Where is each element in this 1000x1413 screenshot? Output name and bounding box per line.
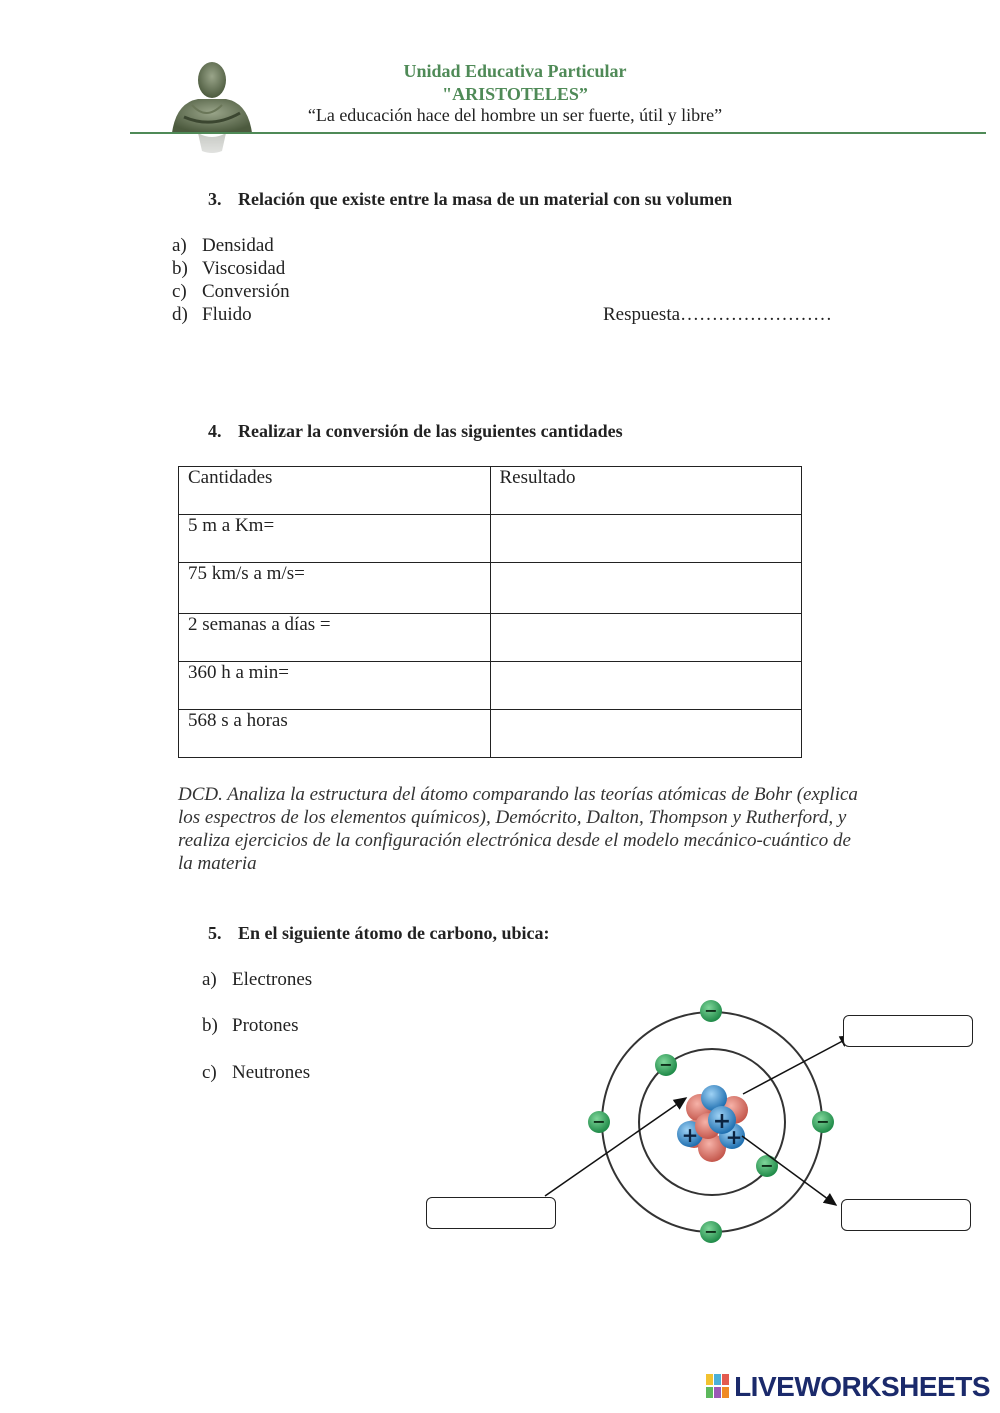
header-divider: [130, 132, 986, 134]
liveworksheets-logo-icon: [706, 1373, 730, 1405]
question-4-text: Realizar la conversión de las siguientes cantidades: [238, 421, 623, 441]
table-row: [179, 563, 802, 614]
table-row: [179, 662, 802, 710]
header-resultado: Resultado: [490, 467, 802, 515]
electron-sign: −: [659, 1055, 673, 1074]
label-box-top-right[interactable]: [843, 1015, 973, 1047]
quantity-cell: 75 km/s a m/s=: [179, 563, 491, 614]
question-5-option-b: b) Protones: [202, 1015, 299, 1036]
label-box-bottom-right[interactable]: [841, 1199, 971, 1231]
question-3-number: 3.: [208, 189, 222, 209]
liveworksheets-brand: [706, 1371, 990, 1405]
question-4-number: 4.: [208, 421, 222, 441]
proton-sign: +: [725, 1125, 743, 1149]
quantity-cell: 360 h a min=: [179, 662, 491, 710]
option-b[interactable]: b) Viscosidad: [172, 258, 286, 279]
quantity-cell: 568 s a horas: [179, 710, 491, 758]
electron-sign: −: [760, 1156, 774, 1175]
school-name: [300, 60, 730, 106]
school-motto: “La educación hace del hombre un ser fuerte, útil y libre”: [307, 105, 723, 125]
proton-sign: +: [681, 1123, 699, 1147]
nucleus: [677, 1085, 748, 1162]
quantity-cell: 2 semanas a días =: [179, 614, 491, 662]
answer-field-q3[interactable]: Respuesta……………………: [603, 304, 833, 325]
question-3-text: Relación que existe entre la masa de un material con su volumen: [238, 189, 733, 209]
table-row: [179, 614, 802, 662]
quantity-cell: 5 m a Km=: [179, 515, 491, 563]
result-input[interactable]: [490, 515, 802, 563]
electron-sign: −: [592, 1112, 606, 1131]
school-name-line1: Unidad Educativa Particular: [403, 61, 627, 81]
dcd-paragraph: DCD. Analiza la estructura del átomo comparando las teorías atómicas de Bohr (explica los espectros de los elementos químicos), Demócrito, Dalton, Thompson y Rutherford, y realiza ejercicios de la configuración electrónica desde el modelo mecánico-cuántico de la materia: [178, 784, 858, 874]
question-5-option-c: c) Neutrones: [202, 1062, 311, 1083]
question-5-option-a: a) Electrones: [202, 969, 313, 990]
table-header-row: [179, 467, 802, 515]
brand-text: LIVEWORKSHEETS: [734, 1371, 990, 1403]
result-input[interactable]: [490, 662, 802, 710]
proton-sign: +: [712, 1109, 732, 1134]
electron-sign: −: [704, 1001, 718, 1020]
electron-sign: −: [816, 1112, 830, 1131]
question-5-title: [208, 923, 550, 944]
question-4-title: [208, 421, 623, 442]
header-cantidades: Cantidades: [179, 467, 491, 515]
arrow-to-bottom-right-box: [742, 1136, 836, 1205]
arrow-to-top-right-box: [743, 1036, 852, 1094]
question-3-options: [172, 234, 290, 326]
label-box-left[interactable]: [426, 1197, 556, 1229]
school-name-line2: "ARISTOTELES”: [442, 84, 588, 104]
question-5-number: 5.: [208, 923, 222, 943]
aristotle-bust-icon: [162, 55, 262, 175]
result-input[interactable]: [490, 614, 802, 662]
option-a[interactable]: a) Densidad: [172, 235, 274, 256]
option-d[interactable]: d) Fluido: [172, 304, 252, 325]
electron-sign: −: [704, 1222, 718, 1241]
result-input[interactable]: [490, 563, 802, 614]
arrow-to-nucleus: [545, 1098, 686, 1196]
table-row: [179, 710, 802, 758]
option-c[interactable]: c) Conversión: [172, 281, 290, 302]
table-row: [179, 515, 802, 563]
conversion-table: [178, 466, 802, 758]
result-input[interactable]: [490, 710, 802, 758]
question-5-text: En el siguiente átomo de carbono, ubica:: [238, 923, 550, 943]
question-3-title: [208, 189, 732, 210]
